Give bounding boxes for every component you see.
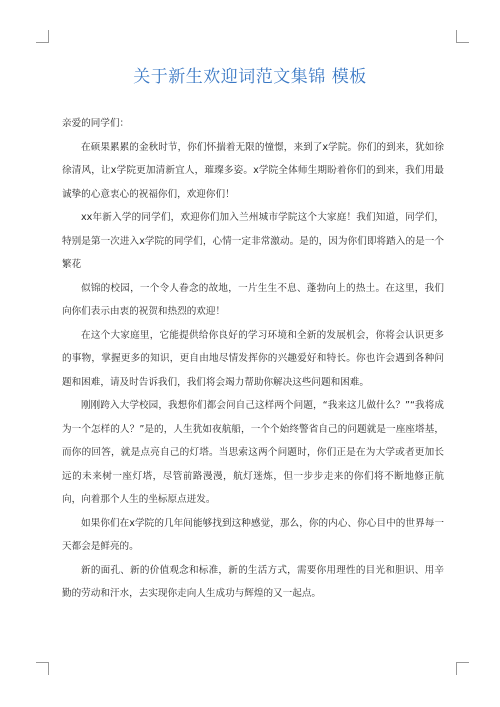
document-body bbox=[62, 112, 444, 606]
paragraph: 似锦的校园，一个令人眷念的故地，一片生生不息、蓬勃向上的热土。在这里，我们向你们表示由衷的祝贺和热烈的欢迎！ bbox=[62, 282, 444, 317]
paragraph: 新的面孔、新的价值观念和标准，新的生活方式，需要你用理性的目光和胆识、用辛勤的劳动和汗水，去实现你走向人生成功与辉煌的又一起点。 bbox=[62, 564, 444, 599]
paragraph: 刚刚跨入大学校园，我想你们都会问自己这样两个问题，“我来这儿做什么？”“我将成为一个怎样的人？”是的，人生犹如夜航船，一个个始终警省自己的问题就是一座座塔基，而你的回答，就是点亮自己的灯塔。当思索这两个问题时，你们正是在为大学或者更加长远的未来树一座灯塔，尽管前路漫漫，航灯迷炼，但一步步走来的你们将不断地修正航向，向着那个人生的坐标原点迸发。 bbox=[62, 400, 444, 505]
crop-mark-top-left bbox=[36, 30, 49, 43]
crop-mark-bottom-right bbox=[456, 662, 469, 675]
paragraph: 在硕果累累的金秋时节，你们怀揣着无限的憧憬，来到了x学院。你们的到来，犹如徐徐清风，让x学院更加清新宜人，璀璨多姿。x学院全体师生期盼着你们的到来，我们用最诚挚的心意衷心的祝福你们，欢迎你们！ bbox=[62, 141, 444, 200]
paragraph: 如果你们在x学院的几年间能够找到这种感觉，那么，你的内心、你心目中的世界每一天都会是鲜亮的。 bbox=[62, 517, 444, 552]
paragraph: 在这个大家庭里，它能提供给你良好的学习环境和全新的发展机会，你将会认识更多的事物，掌握更多的知识，更自由地尽情发挥你的兴趣爱好和特长。你也许会遇到各种问题和困难，请及时告诉我们，我们将会竭力帮助你解决这些问题和困难。 bbox=[62, 329, 444, 388]
crop-mark-top-right bbox=[456, 30, 469, 43]
crop-mark-bottom-left bbox=[36, 662, 49, 675]
salutation: 亲爱的同学们： bbox=[62, 118, 130, 129]
document-title: 关于新生欢迎词范文集锦 模板 bbox=[133, 67, 367, 87]
paragraph: xx年新入学的同学们，欢迎你们加入兰州城市学院这个大家庭！我们知道，同学们，特别是第一次进入x学院的同学们，心情一定非常激动。是的，因为你们即将踏入的是一个繁花 bbox=[62, 212, 444, 270]
